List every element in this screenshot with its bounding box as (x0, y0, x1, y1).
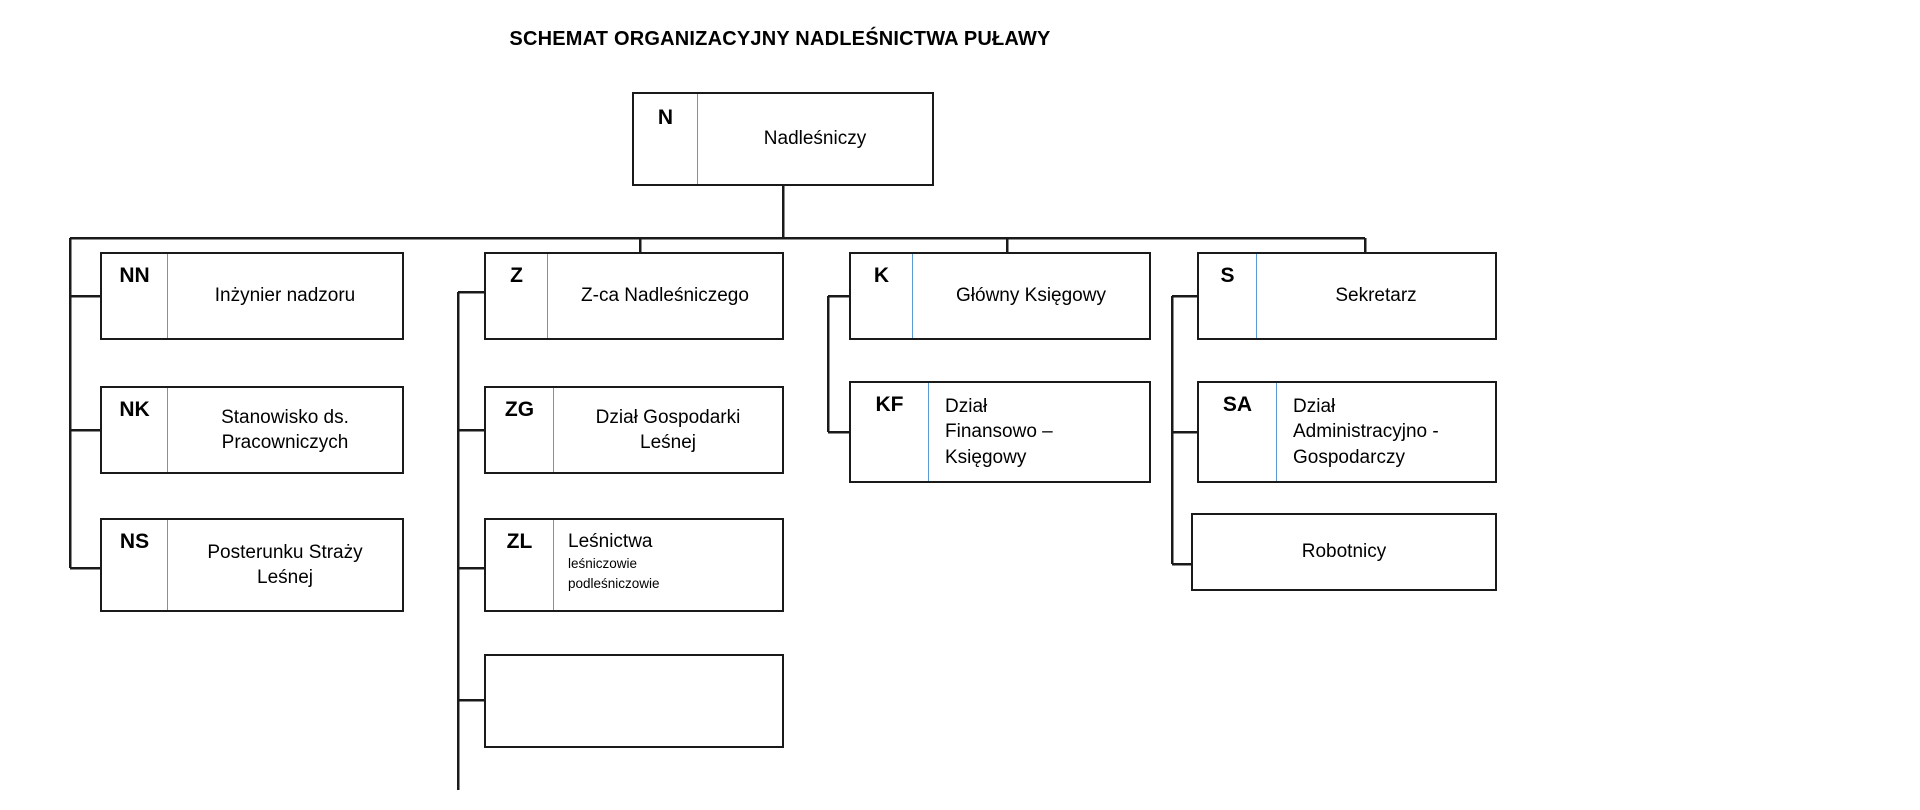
org-node-stanowisko-pracownicze[interactable] (100, 386, 404, 474)
org-node-partial-cutoff[interactable] (484, 654, 784, 748)
org-node-posterunek-strazy-lesnej[interactable] (100, 518, 404, 612)
org-node-label-line: Robotnicy (1301, 541, 1387, 563)
org-node-label-line: Gospodarczy (1293, 446, 1405, 468)
org-node-body (554, 388, 782, 472)
org-node-label-line: Dział (945, 396, 988, 418)
org-node-sublabel-line: podleśniczowie (568, 575, 660, 591)
org-node-dzial-administracyjno-gospodarczy[interactable] (1197, 381, 1497, 483)
org-node-label-line: Inżynier nadzoru (214, 285, 356, 307)
org-node-body (1193, 515, 1495, 589)
org-node-sekretarz[interactable] (1197, 252, 1497, 340)
org-node-label-line: Stanowisko ds. (221, 406, 349, 428)
org-node-body (554, 520, 782, 610)
org-node-body (913, 254, 1149, 338)
org-node-body (1277, 383, 1495, 481)
org-node-code: NN (102, 254, 168, 338)
org-node-label-line: Dział Gospodarki (595, 406, 741, 428)
org-node-robotnicy[interactable] (1191, 513, 1497, 591)
org-node-code: N (634, 94, 698, 184)
org-node-label-line: Finansowo – (945, 421, 1053, 443)
org-node-body (168, 388, 402, 472)
org-node-label-line: Księgowy (945, 446, 1027, 468)
org-node-body (486, 656, 782, 746)
org-node-glowny-ksiegowy[interactable] (849, 252, 1151, 340)
org-node-label-line: Z-ca Nadleśniczego (581, 285, 749, 307)
org-node-code: ZG (486, 388, 554, 472)
org-node-code: NS (102, 520, 168, 610)
org-node-label-line: Leśnictwa (568, 531, 653, 552)
org-node-dzial-gospodarki-lesnej[interactable] (484, 386, 784, 474)
org-node-code: NK (102, 388, 168, 472)
org-node-nadlesniczy[interactable] (632, 92, 934, 186)
org-node-label-line: Posterunku Straży (207, 541, 363, 563)
org-node-code: SA (1199, 383, 1277, 481)
org-node-body (168, 520, 402, 610)
org-node-zca-nadlesniczego[interactable] (484, 252, 784, 340)
org-node-label-line: Leśnej (257, 567, 313, 588)
org-node-code: K (851, 254, 913, 338)
chart-title: SCHEMAT ORGANIZACYJNY NADLEŚNICTWA PUŁAWY (509, 28, 1051, 50)
org-node-body (168, 254, 402, 338)
org-node-body (698, 94, 932, 184)
org-node-body (548, 254, 782, 338)
org-node-label-line: Leśnej (640, 432, 696, 453)
org-node-sublabel-line: leśniczowie (568, 556, 638, 572)
org-node-dzial-finansowo-ksiegowy[interactable] (849, 381, 1151, 483)
org-node-body (929, 383, 1149, 481)
org-node-code: KF (851, 383, 929, 481)
org-node-label-line: Pracowniczych (221, 432, 349, 453)
org-node-label-line: Nadleśniczy (763, 128, 867, 150)
org-node-label-line: Główny Księgowy (956, 285, 1106, 307)
org-node-lesnictwa[interactable] (484, 518, 784, 612)
org-node-code: Z (486, 254, 548, 338)
org-node-label-line: Sekretarz (1335, 285, 1417, 307)
org-node-body (1257, 254, 1495, 338)
org-node-label-line: Dział (1293, 396, 1336, 418)
org-node-label-line: Administracyjno - (1293, 421, 1439, 443)
org-node-inzynier-nadzoru[interactable] (100, 252, 404, 340)
org-node-code: ZL (486, 520, 554, 610)
org-node-code: S (1199, 254, 1257, 338)
